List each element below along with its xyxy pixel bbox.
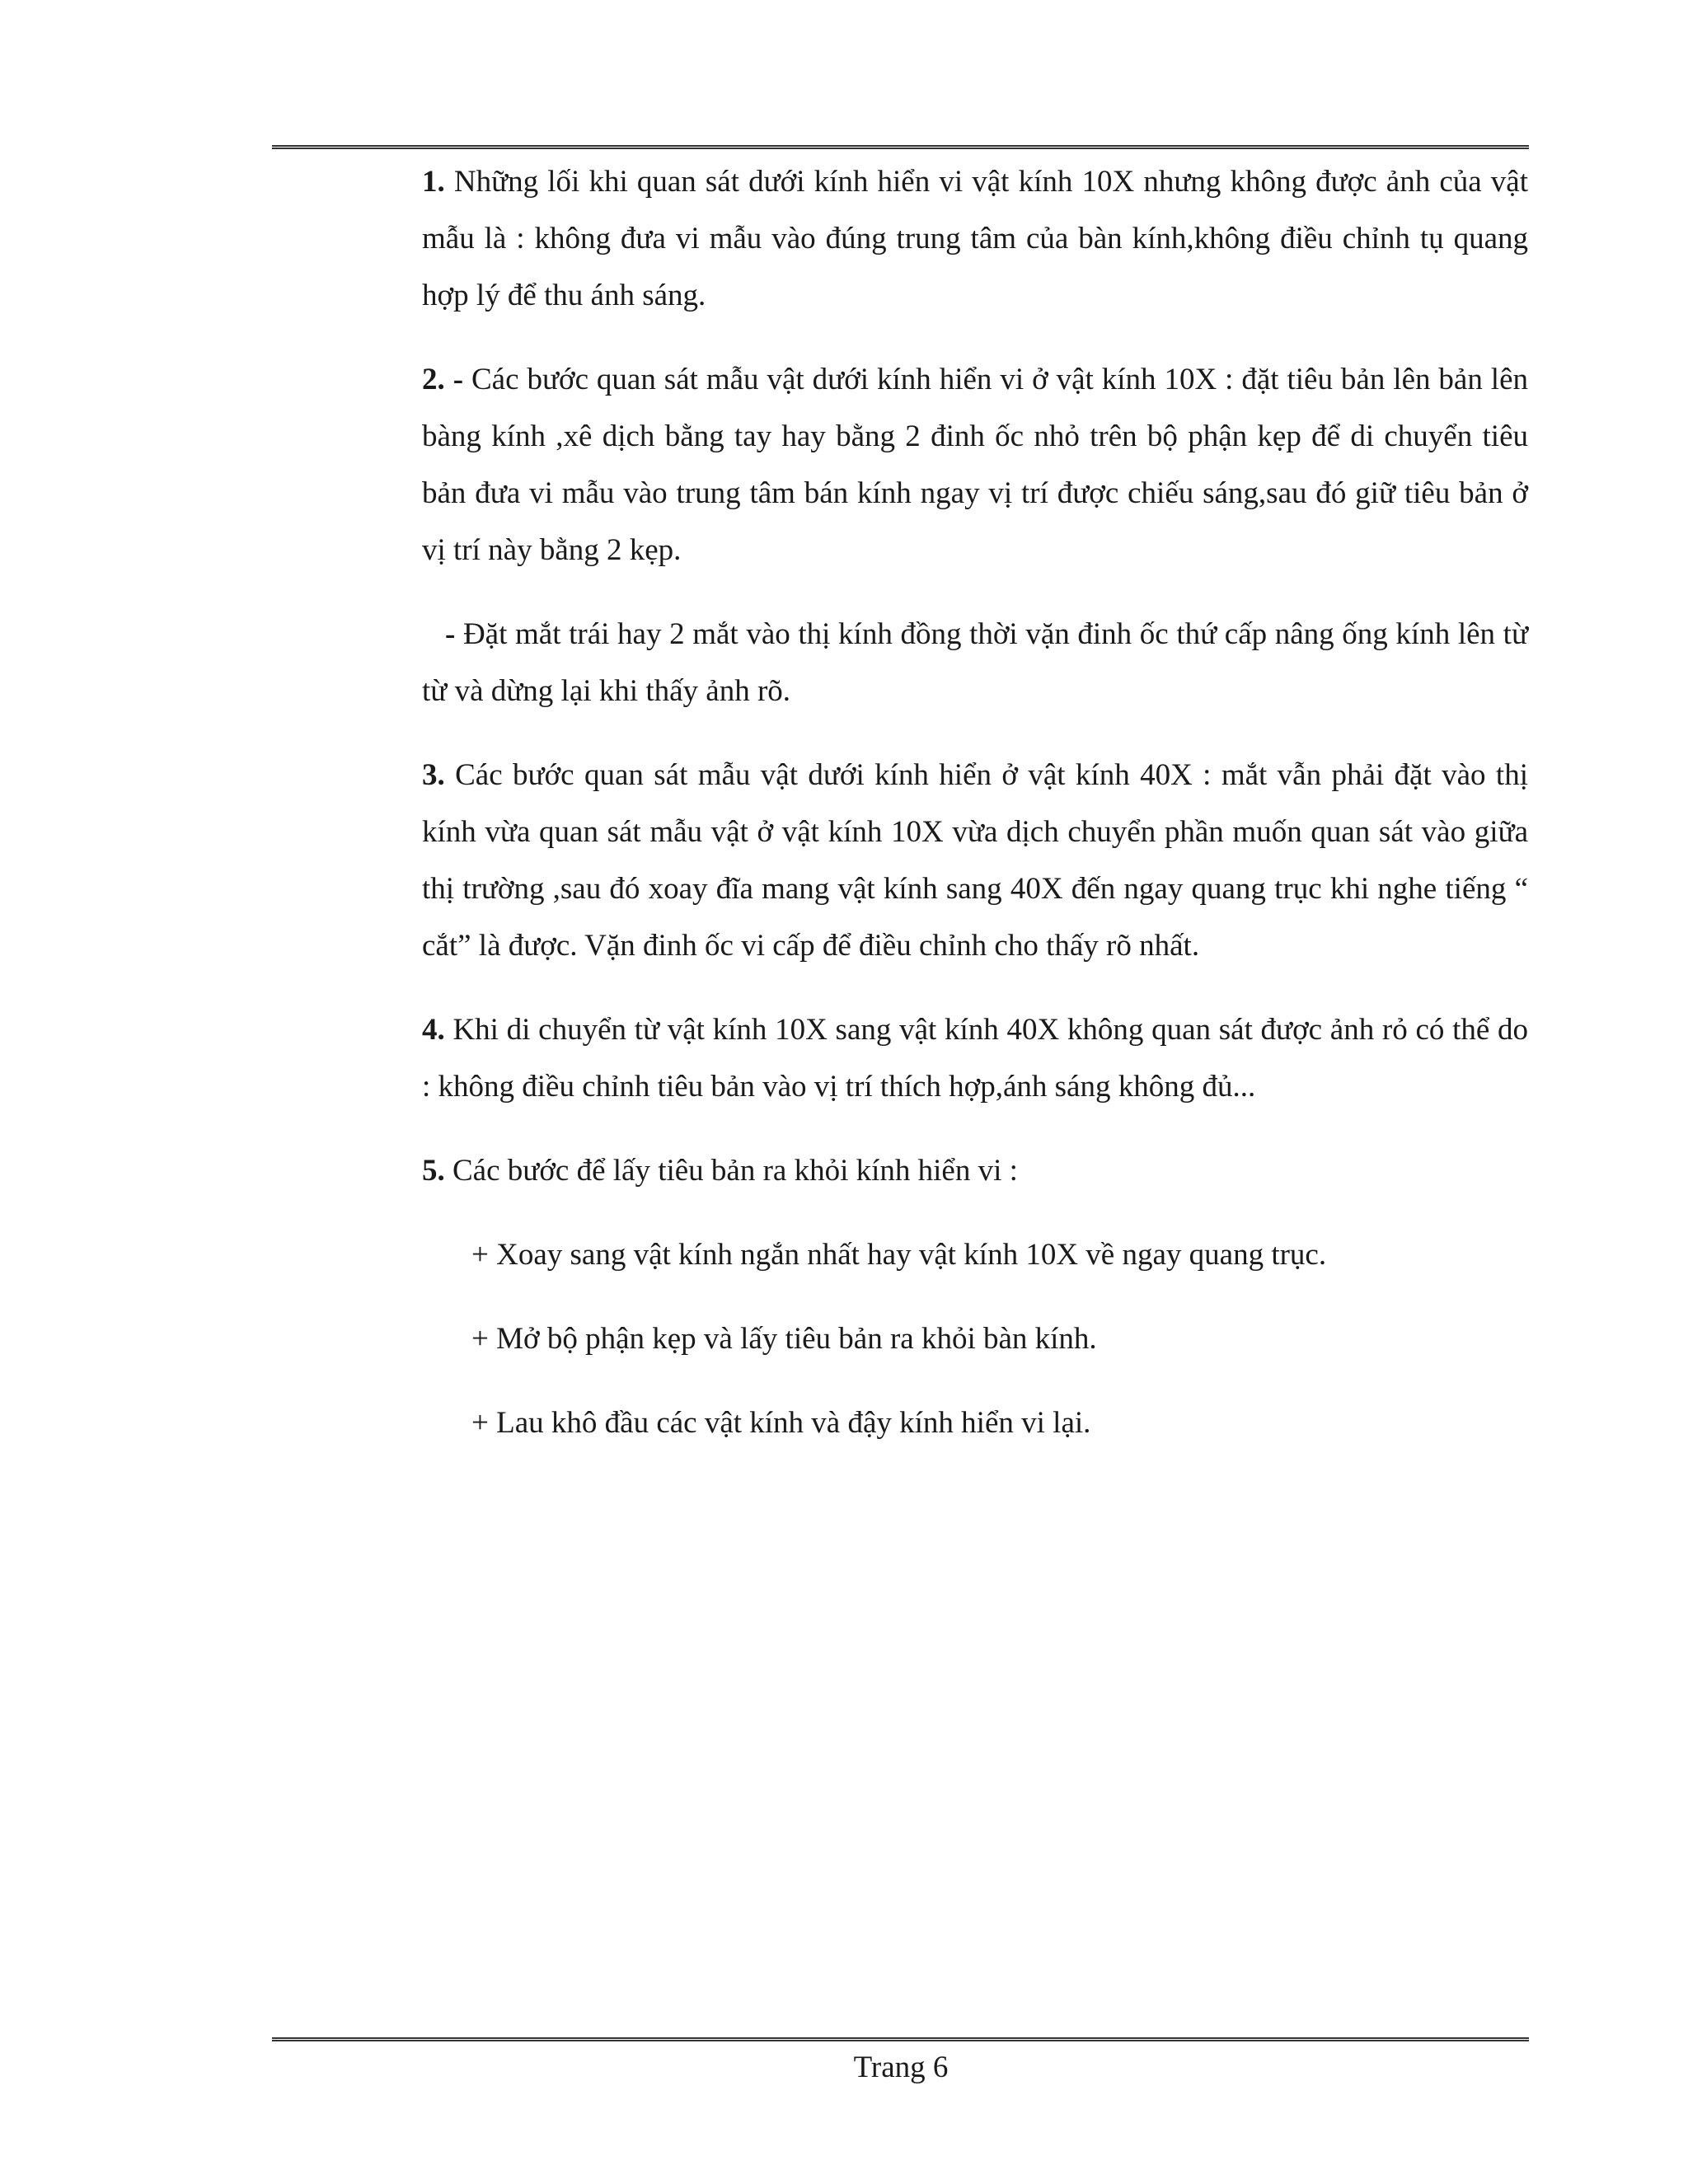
paragraph-number: 1.	[422, 165, 445, 199]
header-rule	[272, 145, 1529, 149]
step-item-1: + Xoay sang vật kính ngắn nhất hay vật kính 10X về ngay quang trục.	[471, 1238, 1327, 1272]
paragraph-text: Đặt mắt trái hay 2 mắt vào thị kính đồng thời vặn đinh ốc thứ cấp nâng ống kính lên từ từ và dừng lại khi thấy ảnh rõ.	[422, 617, 1528, 708]
paragraph-text: Các bước quan sát mẫu vật dưới kính hiển ở vật kính 40X : mắt vẫn phải đặt vào thị kính vừa quan sát mẫu vật ở vật kính 10X vừa dịch chuyển phần muốn quan sát vào giữa thị trường ,sau đó xoay đĩa mang vật kính sang 40X đến ngay quang trục khi nghe tiếng “ cắt” là được. Vặn đinh ốc vi cấp để điều chỉnh cho thấy rõ nhất.	[422, 758, 1528, 963]
paragraph-2	[422, 351, 1528, 579]
paragraph-text: Các bước quan sát mẫu vật dưới kính hiển vi ở vật kính 10X : đặt tiêu bản lên bản lên bàng kính ,xê dịch bằng tay hay bằng 2 đinh ốc nhỏ trên bộ phận kẹp để di chuyển tiêu bản đưa vi mẫu vào trung tâm bán kính ngay vị trí được chiếu sáng,sau đó giữ tiêu bản ở vị trí này bằng 2 kẹp.	[422, 363, 1529, 567]
paragraph-text: Khi di chuyển từ vật kính 10X sang vật kính 40X không quan sát được ảnh rỏ có thể do : không điều chỉnh tiêu bản vào vị trí thích hợp,ánh sáng không đủ...	[422, 1013, 1528, 1104]
paragraph-2-continuation	[422, 606, 1528, 719]
paragraph-number: 5.	[422, 1154, 445, 1188]
paragraph-3	[422, 747, 1528, 974]
paragraph-number: 4.	[422, 1013, 445, 1047]
step-item-3: + Lau khô đầu các vật kính và đậy kính hiển vi lại.	[471, 1406, 1091, 1440]
step-item-2: + Mở bộ phận kẹp và lấy tiêu bản ra khỏi bàn kính.	[471, 1322, 1097, 1356]
page-number: Trang 6	[853, 2050, 949, 2084]
paragraph-1	[422, 153, 1528, 324]
dash-marker: -	[445, 617, 456, 651]
paragraph-4	[422, 1001, 1528, 1115]
paragraph-number: 3.	[422, 758, 445, 792]
document-body	[422, 153, 1528, 1479]
paragraph-number: 2. -	[422, 363, 464, 396]
paragraph-5	[422, 1142, 1528, 1199]
footer-rule	[272, 2037, 1529, 2041]
paragraph-text: Những lối khi quan sát dưới kính hiển vi vật kính 10X nhưng không được ảnh của vật mẫu là : không đưa vi mẫu vào đúng trung tâm của bàn kính,không điều chỉnh tụ quang hợp lý để thu ánh sáng.	[422, 165, 1528, 312]
paragraph-text: Các bước để lấy tiêu bản ra khỏi kính hiển vi :	[444, 1154, 1018, 1188]
